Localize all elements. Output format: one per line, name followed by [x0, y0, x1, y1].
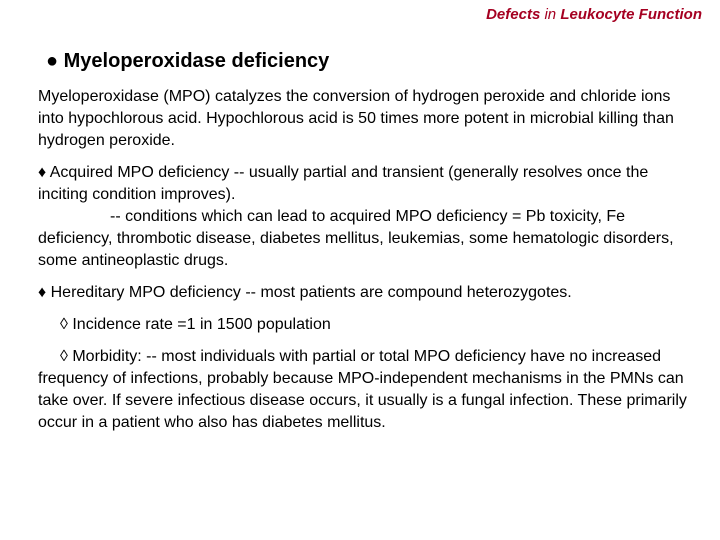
slide-body	[38, 86, 698, 444]
hereditary-paragraph: ♦ Hereditary MPO deficiency -- most patients are compound heterozygotes.	[38, 284, 572, 301]
morbidity-paragraph	[38, 346, 698, 434]
incidence-text: ◊ Incidence rate =1 in 1500 population	[60, 316, 331, 333]
acquired-sub-text: -- conditions which can lead to acquired MPO deficiency = Pb toxicity, Fe deficiency, thrombotic disease, diabetes mellitus, leukemias, some hematologic disorders, some antineoplastic drugs.	[38, 208, 674, 269]
morbidity-text: ◊ Morbidity: -- most individuals with partial or total MPO deficiency have no increased frequency of infections, probably because MPO-independent mechanisms in the PMNs can take over. If severe infectious disease occurs, it usually is a fungal infection. These primarily occur in a patient who also has diabetes mellitus.	[38, 348, 687, 431]
acquired-paragraph: ♦ Acquired MPO deficiency -- usually partial and transient (generally resolves once the inciting condition improves).	[38, 164, 649, 203]
header-leukocyte-function: Leukocyte Function	[560, 6, 702, 23]
header-in: in	[540, 6, 561, 23]
incidence-paragraph	[38, 314, 698, 336]
slide-header	[486, 6, 702, 23]
intro-paragraph: Myeloperoxidase (MPO) catalyzes the conversion of hydrogen peroxide and chloride ions into hypochlorous acid. Hypochlorous acid is 50 times more potent in microbial killing than hydrogen peroxide.	[38, 88, 674, 149]
header-defects: Defects	[486, 6, 541, 23]
acquired-sub-paragraph	[38, 206, 698, 272]
slide-heading: ● Myeloperoxidase deficiency	[46, 50, 330, 72]
